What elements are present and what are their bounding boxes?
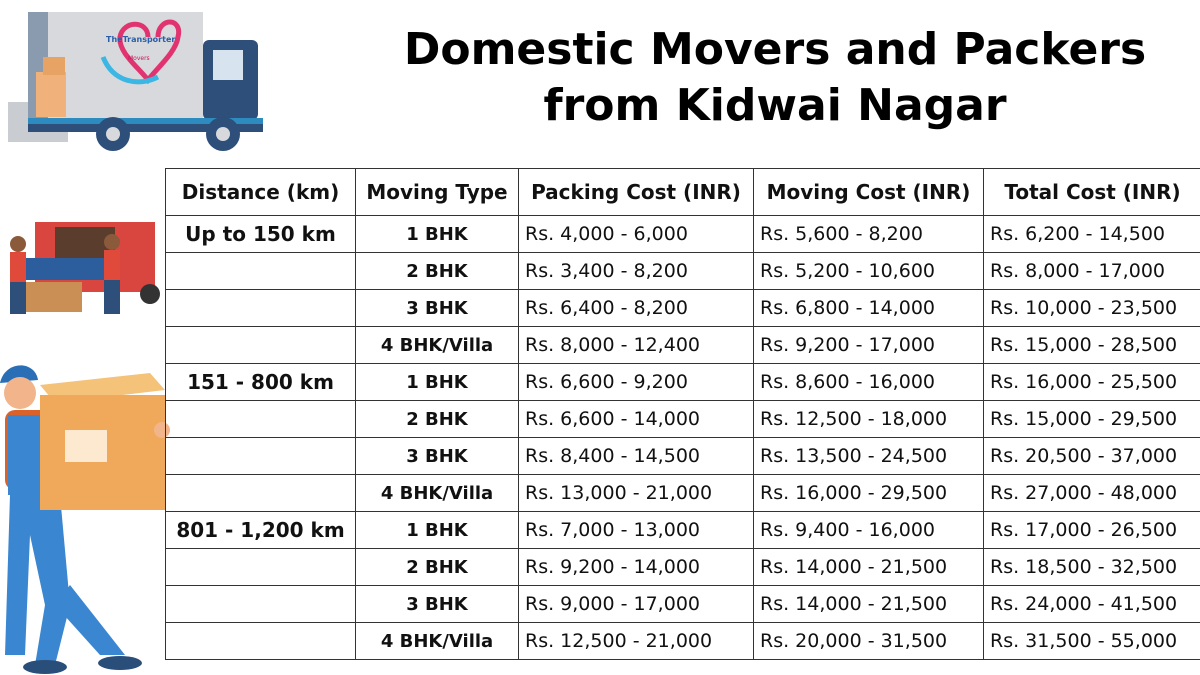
- header-moving-cost: Moving Cost (INR): [754, 169, 984, 216]
- table-row: [166, 401, 1200, 438]
- header-packing-cost: Packing Cost (INR): [519, 169, 754, 216]
- table-row: [166, 512, 1200, 549]
- packing-cost-cell: Rs. 6,600 - 14,000: [519, 401, 754, 438]
- packing-cost-cell: Rs. 7,000 - 13,000: [519, 512, 754, 549]
- distance-cell: [166, 327, 356, 364]
- distance-cell: [166, 290, 356, 327]
- packing-cost-cell: Rs. 8,000 - 12,400: [519, 327, 754, 364]
- svg-text:Movers: Movers: [128, 55, 150, 62]
- packing-cost-cell: Rs. 12,500 - 21,000: [519, 623, 754, 660]
- total-cost-cell: Rs. 17,000 - 26,500: [984, 512, 1200, 549]
- moving-type-cell: 2 BHK: [356, 253, 519, 290]
- moving-type-cell: 4 BHK/Villa: [356, 623, 519, 660]
- moving-cost-cell: Rs. 12,500 - 18,000: [754, 401, 984, 438]
- moving-type-cell: 4 BHK/Villa: [356, 327, 519, 364]
- total-cost-cell: Rs. 27,000 - 48,000: [984, 475, 1200, 512]
- moving-type-cell: 1 BHK: [356, 364, 519, 401]
- moving-cost-cell: Rs. 14,000 - 21,500: [754, 549, 984, 586]
- table-row: [166, 290, 1200, 327]
- moving-cost-cell: Rs. 20,000 - 31,500: [754, 623, 984, 660]
- total-cost-cell: Rs. 24,000 - 41,500: [984, 586, 1200, 623]
- total-cost-cell: Rs. 20,500 - 37,000: [984, 438, 1200, 475]
- moving-cost-cell: Rs. 14,000 - 21,500: [754, 586, 984, 623]
- moving-cost-cell: Rs. 5,200 - 10,600: [754, 253, 984, 290]
- distance-cell: [166, 549, 356, 586]
- distance-cell: Up to 150 km: [166, 216, 356, 253]
- table-row: [166, 475, 1200, 512]
- table-row: [166, 364, 1200, 401]
- packing-cost-cell: Rs. 9,000 - 17,000: [519, 586, 754, 623]
- total-cost-cell: Rs. 15,000 - 28,500: [984, 327, 1200, 364]
- table-row: [166, 623, 1200, 660]
- table-row: [166, 253, 1200, 290]
- moving-cost-cell: Rs. 13,500 - 24,500: [754, 438, 984, 475]
- table-row: [166, 586, 1200, 623]
- packing-cost-cell: Rs. 8,400 - 14,500: [519, 438, 754, 475]
- moving-cost-cell: Rs. 5,600 - 8,200: [754, 216, 984, 253]
- moving-cost-cell: Rs. 8,600 - 16,000: [754, 364, 984, 401]
- distance-cell: [166, 623, 356, 660]
- moving-type-cell: 2 BHK: [356, 549, 519, 586]
- table-row: [166, 327, 1200, 364]
- moving-type-cell: 3 BHK: [356, 438, 519, 475]
- table-row: [166, 216, 1200, 253]
- distance-cell: [166, 475, 356, 512]
- header-total-cost: Total Cost (INR): [984, 169, 1200, 216]
- table-row: [166, 549, 1200, 586]
- truck-illustration: [8, 12, 270, 157]
- moving-cost-cell: Rs. 9,200 - 17,000: [754, 327, 984, 364]
- total-cost-cell: Rs. 10,000 - 23,500: [984, 290, 1200, 327]
- moving-cost-cell: Rs. 16,000 - 29,500: [754, 475, 984, 512]
- moving-type-cell: 2 BHK: [356, 401, 519, 438]
- movers-illustration: [0, 222, 172, 320]
- distance-cell: 801 - 1,200 km: [166, 512, 356, 549]
- packing-cost-cell: Rs. 4,000 - 6,000: [519, 216, 754, 253]
- moving-cost-cell: Rs. 6,800 - 14,000: [754, 290, 984, 327]
- moving-type-cell: 3 BHK: [356, 290, 519, 327]
- packing-cost-cell: Rs. 6,400 - 8,200: [519, 290, 754, 327]
- table-header-row: [166, 169, 1200, 216]
- total-cost-cell: Rs. 18,500 - 32,500: [984, 549, 1200, 586]
- moving-type-cell: 1 BHK: [356, 512, 519, 549]
- header-distance: Distance (km): [166, 169, 356, 216]
- distance-cell: [166, 401, 356, 438]
- svg-text:TheTransporter: TheTransporter: [106, 35, 176, 44]
- table-row: [166, 438, 1200, 475]
- moving-type-cell: 4 BHK/Villa: [356, 475, 519, 512]
- distance-cell: [166, 438, 356, 475]
- pricing-table: [165, 168, 1200, 660]
- page-title: Domestic Movers and Packers from Kidwai Nagar: [403, 24, 1147, 131]
- total-cost-cell: Rs. 8,000 - 17,000: [984, 253, 1200, 290]
- moving-type-cell: 3 BHK: [356, 586, 519, 623]
- packing-cost-cell: Rs. 3,400 - 8,200: [519, 253, 754, 290]
- distance-cell: [166, 586, 356, 623]
- distance-cell: [166, 253, 356, 290]
- header-moving-type: Moving Type: [356, 169, 519, 216]
- packing-cost-cell: Rs. 9,200 - 14,000: [519, 549, 754, 586]
- total-cost-cell: Rs. 6,200 - 14,500: [984, 216, 1200, 253]
- packing-cost-cell: Rs. 13,000 - 21,000: [519, 475, 754, 512]
- distance-cell: 151 - 800 km: [166, 364, 356, 401]
- worker-carrying-box-illustration: [0, 355, 172, 675]
- moving-cost-cell: Rs. 9,400 - 16,000: [754, 512, 984, 549]
- total-cost-cell: Rs. 16,000 - 25,500: [984, 364, 1200, 401]
- total-cost-cell: Rs. 31,500 - 55,000: [984, 623, 1200, 660]
- packing-cost-cell: Rs. 6,600 - 9,200: [519, 364, 754, 401]
- total-cost-cell: Rs. 15,000 - 29,500: [984, 401, 1200, 438]
- moving-type-cell: 1 BHK: [356, 216, 519, 253]
